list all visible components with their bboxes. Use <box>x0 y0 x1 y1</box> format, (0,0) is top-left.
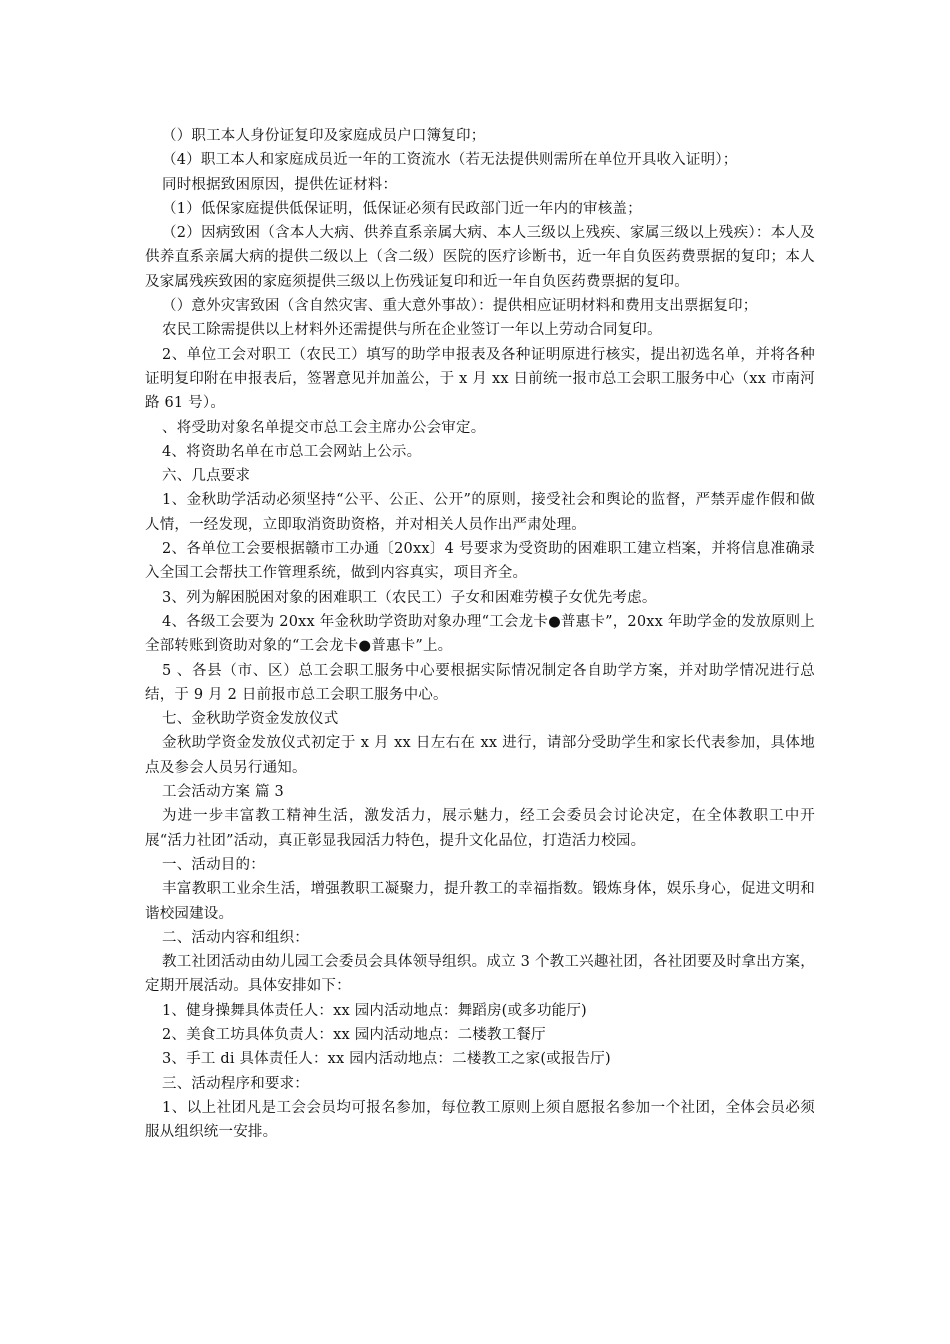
paragraph-1: （）职工本人身份证复印及家庭成员户口簿复印； <box>162 128 486 144</box>
section-heading-content: 二、活动内容和组织： <box>162 929 309 946</box>
paragraph-2: （4）职工本人和家庭成员近一年的工资流水（若无法提供则需所在单位开具收入证明）； <box>162 152 738 169</box>
paragraph-4: （1）低保家庭提供低保证明，低保证必须有民政部门近一年内的审核盖； <box>162 200 642 217</box>
paragraph-12: 1、金秋助学活动必须坚持“公平、公正、公开”的原则，接受社会和舆论的监督，严禁弄虚作假和做人情，一经发现，立即取消资助资格，并对相关人员作出严肃处理。 <box>145 492 815 533</box>
paragraph-16: 5 、各县（市、区）总工会职工服务中心要根据实际情况制定各自助学方案，并对助学情况进行总结，于 9 月 2 日前报市总工会职工服务中心。 <box>145 662 815 703</box>
plan-title: 工会活动方案 篇 3 <box>162 784 284 801</box>
document-body <box>145 124 815 1144</box>
paragraph-13: 2、各单位工会要根据赣市工办通〔20xx〕4 号要求为受资助的困难职工建立档案，并将信息准确录入全国工会帮扶工作管理系统，做到内容真实，项目齐全。 <box>145 541 815 582</box>
paragraph-8: 2、单位工会对职工（农民工）填写的助学申报表及各种证明原进行核实，提出初选名单，并将各种证明复印附在申报表后，签署意见并加盖公，于 x 月 xx 日前统一报市总工会职工服务中心（xx 市南河路 61 号）。 <box>145 346 815 412</box>
paragraph-5: （2）因病致困（含本人大病、供养直系亲属大病、本人三级以上残疾、家属三级以上残疾）：本人及供养直系亲属大病的提供二级以上（含二级）医院的医疗诊断书，近一年自负医药费票据的复印；本人及家属残疾致困的家庭须提供三级以上伤残证复印和近一年自负医药费票据的复印。 <box>145 225 815 290</box>
section-heading-procedure: 三、活动程序和要求： <box>162 1075 309 1092</box>
paragraph-15: 4、各级工会要为 20xx 年金秋助学资助对象办理“工会龙卡●普惠卡”，20xx 年助学金的发放原则上全部转账到资助对象的“工会龙卡●普惠卡”上。 <box>145 613 815 655</box>
paragraph-7: 农民工除需提供以上材料外还需提供与所在企业签订一年以上劳动合同复印。 <box>162 322 662 339</box>
paragraph-29: 1、以上社团凡是工会会员均可报名参加，每位教工原则上须自愿报名参加一个社团，全体会员必须服从组织统一安排。 <box>145 1099 815 1141</box>
section-heading-purpose: 一、活动目的： <box>162 856 265 873</box>
paragraph-3: 同时根据致困原因，提供佐证材料： <box>162 176 398 193</box>
paragraph-27: 3、手工 di 具体责任人：xx 园内活动地点：二楼教工之家(或报告厅) <box>162 1051 611 1068</box>
paragraph-26: 2、美食工坊具体负责人：xx 园内活动地点：二楼教工餐厅 <box>162 1026 546 1043</box>
paragraph-14: 3、列为解困脱困对象的困难职工（农民工）子女和困难劳模子女优先考虑。 <box>162 589 657 606</box>
section-heading-ceremony: 七、金秋助学资金发放仪式 <box>162 711 339 728</box>
paragraph-9: 、将受助对象名单提交市总工会主席办公会审定。 <box>162 419 486 436</box>
paragraph-22: 丰富教职工业余生活，增强教职工凝聚力，提升教工的幸福指数。锻炼身体，娱乐身心，促进文明和谐校园建设。 <box>145 881 815 922</box>
paragraph-10: 4、将资助名单在市总工会网站上公示。 <box>162 443 422 460</box>
paragraph-25: 1、健身操舞具体责任人：xx 园内活动地点：舞蹈房(或多功能厅) <box>162 1002 587 1019</box>
paragraph-18: 金秋助学资金发放仪式初定于 x 月 xx 日左右在 xx 进行，请部分受助学生和家长代表参加，具体地点及参会人员另行通知。 <box>145 735 815 776</box>
paragraph-24: 教工社团活动由幼儿园工会委员会具体领导组织。成立 3 个教工兴趣社团，各社团要及时拿出方案，定期开展活动。具体安排如下： <box>145 954 815 995</box>
paragraph-20: 为进一步丰富教工精神生活，激发活力，展示魅力，经工会委员会讨论决定，在全体教职工中开展“活力社团”活动，真正彰显我园活力特色，提升文化品位，打造活力校园。 <box>145 808 815 849</box>
paragraph-6: （）意外灾害致困（含自然灾害、重大意外事故）：提供相应证明材料和费用支出票据复印； <box>162 298 758 315</box>
section-heading-requirements: 六、几点要求 <box>162 468 251 485</box>
